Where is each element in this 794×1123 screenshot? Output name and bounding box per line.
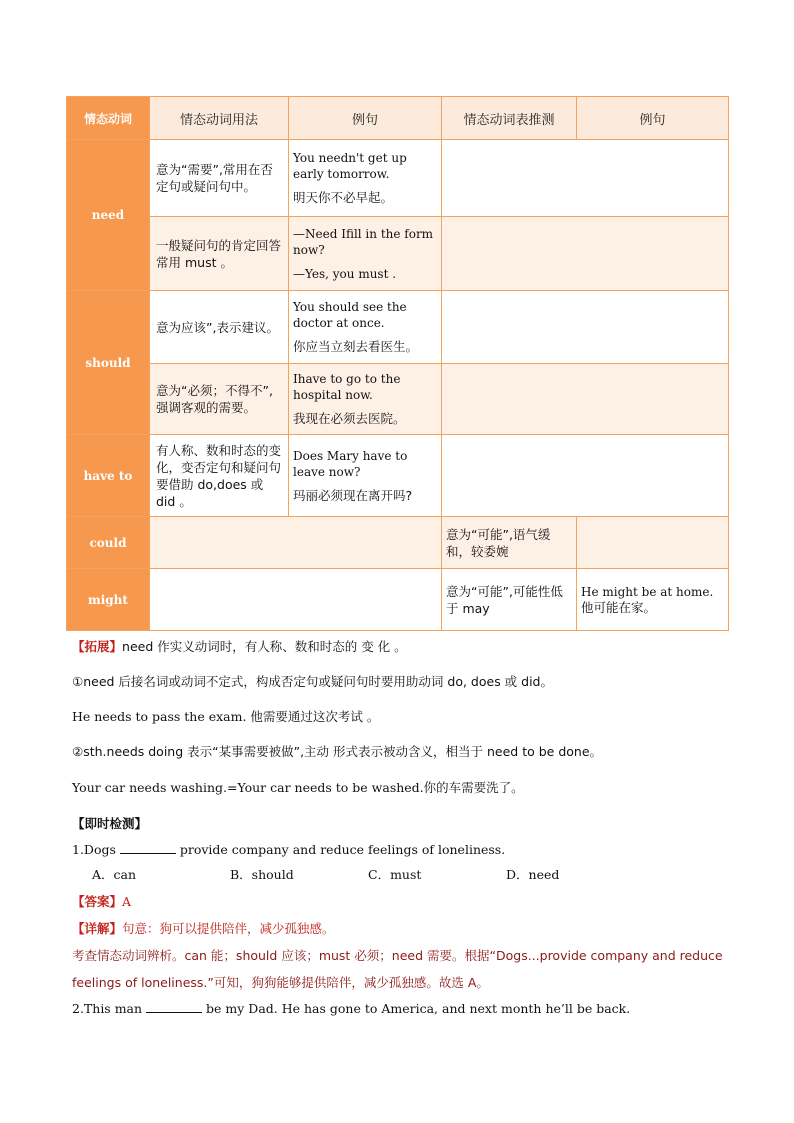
header-usage: 情态动词用法 <box>150 97 289 140</box>
analysis-line-2: feelings of loneliness.”可知，狗狗能够提供陪伴，减少孤独感。故选 A。 <box>72 975 489 990</box>
empty-cell <box>442 435 729 517</box>
verb-should: should <box>67 291 150 435</box>
table-row <box>67 364 729 435</box>
detail-meaning: 句意：狗可以提供陪伴，减少孤独感。 <box>122 921 335 936</box>
empty-cell <box>442 140 729 217</box>
example-english: Ihave to go to the hospital now. <box>293 372 401 402</box>
answer-value: A <box>122 894 132 909</box>
option-d: D．need <box>506 867 560 882</box>
inference-cell: 意为“可能”,语气缓和，较委婉 <box>442 517 577 569</box>
example-cell <box>289 364 442 435</box>
verb-could: could <box>67 517 150 569</box>
example-english: —Need Ifill in the form now? <box>293 226 434 257</box>
table-row <box>67 569 729 631</box>
example-cell <box>289 140 442 217</box>
example-chinese: 我现在必须去医院。 <box>293 411 406 426</box>
detail-line <box>72 920 335 938</box>
empty-cell <box>442 217 729 291</box>
example-english: You needn't get up early tomorrow. <box>293 151 407 181</box>
example-chinese: 你应当立刻去看医生。 <box>293 339 419 354</box>
extension-point-1: ①need 后接名词或动词不定式，构成否定句或疑问句时要用助动词 do, does 或 did。 <box>72 674 553 689</box>
question-1-prefix: 1.Dogs <box>72 842 116 857</box>
usage-cell: 意为“必须；不得不”,强调客观的需要。 <box>150 364 289 435</box>
question-2 <box>72 1000 630 1018</box>
option-c: C．must <box>368 867 422 882</box>
extension-intro <box>72 638 407 656</box>
header-example-2: 例句 <box>577 97 729 140</box>
example-cell <box>289 291 442 364</box>
question-2-text: be my Dad. He has gone to America, and next month he’ll be back. <box>206 1001 631 1016</box>
usage-cell: 意为“需要”,常用在否定句或疑问句中。 <box>150 140 289 217</box>
example-cell <box>289 435 442 517</box>
table-row <box>67 140 729 217</box>
example-cell <box>289 217 442 291</box>
question-1-options <box>92 866 644 884</box>
table-row <box>67 517 729 569</box>
inference-cell: 意为“可能”,可能性低于 may <box>442 569 577 631</box>
extension-tag: 【拓展】 <box>72 639 123 654</box>
analysis-line-1: 考查情态动词辨析。can 能；should 应该；must 必须；need 需要。根据“Dogs...provide company and reduce <box>72 948 723 963</box>
example-english: You should see the doctor at once. <box>293 300 407 330</box>
extension-example-2: Your car needs washing.=Your car needs to be washed.你的车需要洗了。 <box>72 780 524 795</box>
empty-cell <box>442 364 729 435</box>
extension-intro-text: need 作实义动词时，有人称、数和时态的 变 化 。 <box>122 639 407 654</box>
detail-tag: 【详解】 <box>72 921 123 936</box>
empty-cell <box>577 517 729 569</box>
example-chinese: 玛丽必须现在离开吗? <box>293 487 413 503</box>
example-english: Does Mary have to leave now? <box>293 448 408 479</box>
example-chinese: 明天你不必早起。 <box>293 190 394 205</box>
question-1 <box>72 841 505 859</box>
question-2-prefix: 2.This man <box>72 1001 143 1016</box>
modal-verbs-table <box>66 96 729 631</box>
example-english: He might be at home. <box>581 584 714 599</box>
verb-have-to: have to <box>67 435 150 517</box>
answer-blank <box>120 841 176 854</box>
answer-tag: 【答案】 <box>72 894 123 909</box>
verb-need: need <box>67 140 150 291</box>
table-row <box>67 435 729 517</box>
quiz-tag: 【即时检测】 <box>72 816 148 831</box>
example-cell <box>577 569 729 631</box>
usage-cell: 一般疑问句的肯定回答常用 must 。 <box>150 217 289 291</box>
answer-line <box>72 893 131 911</box>
table-row <box>67 217 729 291</box>
empty-cell <box>150 517 442 569</box>
usage-cell: 有人称、数和时态的变化，变否定句和疑问句 要借助 do,does 或 did 。 <box>150 435 289 517</box>
extension-example-1: He needs to pass the exam. 他需要通过这次考试 。 <box>72 709 380 724</box>
example-chinese: 他可能在家。 <box>581 599 657 615</box>
option-b: B．should <box>230 867 294 882</box>
option-a: A．can <box>92 867 137 882</box>
empty-cell <box>150 569 442 631</box>
table-header-row <box>67 97 729 140</box>
question-1-text: provide company and reduce feelings of loneliness. <box>179 842 506 857</box>
header-modal-verb: 情态动词 <box>67 97 150 140</box>
example-english: —Yes, you must . <box>293 266 397 281</box>
header-example: 例句 <box>289 97 442 140</box>
usage-cell: 意为应该”,表示建议。 <box>150 291 289 364</box>
answer-blank <box>146 1000 202 1013</box>
header-inference: 情态动词表推测 <box>442 97 577 140</box>
extension-point-2: ②sth.needs doing 表示“某事需要被做”,主动 形式表示被动含义，相当于 need to be done。 <box>72 744 603 759</box>
table-row <box>67 291 729 364</box>
verb-might: might <box>67 569 150 631</box>
empty-cell <box>442 291 729 364</box>
